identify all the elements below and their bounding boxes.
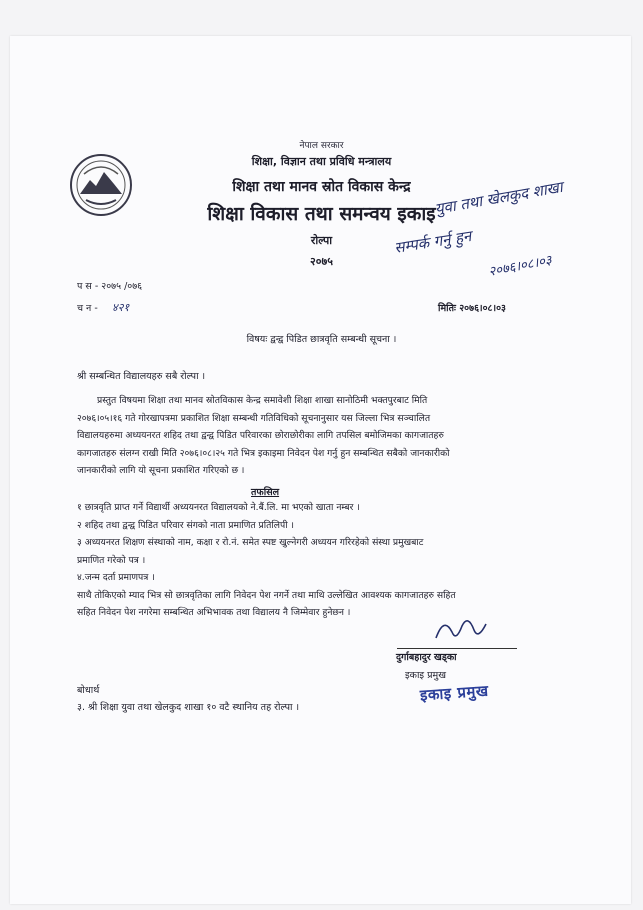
salutation: श्री सम्बन्धित विद्यालयहरु सबै रोल्पा । — [77, 371, 206, 382]
detail-item: १ छात्रवृति प्राप्त गर्ने विद्यार्थी अध्ययनरत विद्यालयको ने.बैं.लि. मा भएको खाता नम्बर । — [77, 502, 360, 513]
body-paragraph — [77, 392, 557, 480]
paragraph-line: २०७६।०५।१६ गते गोरखापत्रमा प्रकाशित शिक्षा सम्बन्धी गतिविधिको सूचनानुसार यस जिल्ला भित्र सञ्चालित — [77, 412, 431, 424]
detail-item: सहित निवेदन पेश नगरेमा सम्बन्धित अभिभावक तथा विद्यालय नै जिम्मेवार हुनेछन । — [77, 607, 351, 618]
cc-heading: बोधार्थ — [77, 685, 100, 696]
center-name: शिक्षा तथा मानव स्रोत विकास केन्द्र — [232, 179, 411, 195]
handwritten-note-3: २०७६।०८।०३ — [487, 253, 554, 280]
letter-date: मितिः २०७६।०८।०३ — [438, 303, 506, 314]
patra-sankhya: प स - २०७५ /०७६ — [77, 281, 143, 292]
signature-icon — [430, 612, 490, 648]
detail-item: प्रमाणित गरेको पत्र । — [77, 554, 146, 566]
government-name: नेपाल सरकार — [299, 141, 344, 151]
district-name: रोल्पा — [310, 234, 333, 247]
signatory-name: दुर्गाबहादुर खड्का — [396, 652, 457, 663]
ministry-name: शिक्षा, विज्ञान तथा प्रविधि मन्त्रालय — [251, 155, 392, 168]
handwritten-note-2: सम्पर्क गर्नु हुन — [393, 227, 473, 257]
chalani-prefix: च न - — [77, 303, 98, 314]
detail-item: ३ अध्ययनरत शिक्षण संस्थाको नाम, कक्षा र रो.नं. समेत स्पष्ट खुल्नेगरी अध्ययन गरिरहेको संस्था प्रमुखबाट — [77, 537, 424, 548]
letter-subject: विषयः द्वन्द्व पिडित छात्रवृति सम्बन्धी सूचना । — [246, 334, 397, 345]
paragraph-line: विद्यालयहरुमा अध्ययनरत शहिद तथा द्वन्द्व पिडित परिवारका छोराछोरीका लागि तपसिल बमोजिमका कागजातहरु — [77, 430, 444, 441]
chalani-number: ४२१ — [112, 301, 130, 314]
detail-list — [77, 499, 557, 622]
detail-item: साथै तोकिएको म्याद भित्र सो छात्रवृतिका लागि निवेदन पेश नगर्ने तथा माथि उल्लेखित आवश्यक कागजातहरु सहित — [77, 589, 456, 601]
signature-line — [397, 648, 517, 649]
paragraph-line: जानकारीको लागि यो सूचना प्रकाशित गरिएको छ । — [77, 465, 245, 476]
cc-item: ३. श्री शिक्षा युवा तथा खेलकुद शाखा १० वटै स्थानिय तह रोल्पा । — [77, 702, 300, 713]
detail-item: २ शहिद तथा द्वन्द्व पिडित परिवार संगको नाता प्रमाणित प्रतिलिपी । — [77, 519, 295, 531]
unit-name: शिक्षा विकास तथा समन्वय इकाइ — [207, 203, 436, 225]
detail-heading: तफसिल — [251, 487, 280, 498]
office-stamp: इकाइ प्रमुख — [419, 681, 490, 705]
paragraph-line: प्रस्तुत विषयमा शिक्षा तथा मानव स्रोतविकास केन्द्र समावेशी शिक्षा शाखा सानोठिमी भक्तपुरबाट मिति — [97, 395, 428, 406]
header-year: २०७५ — [310, 255, 333, 268]
paragraph-line: कागजातहरु संलग्न राखी मिति २०७६।०८।२५ गते भित्र इकाइमा निवेदन पेश गर्नु हुन सम्बन्धित सबैको जानकारीको — [77, 447, 450, 459]
signatory-role: इकाइ प्रमुख — [405, 670, 446, 681]
detail-item: ४.जन्म दर्ता प्रमाणपत्र । — [77, 572, 155, 583]
handwritten-note-1: युवा तथा खेलकुद शाखा — [433, 177, 565, 219]
